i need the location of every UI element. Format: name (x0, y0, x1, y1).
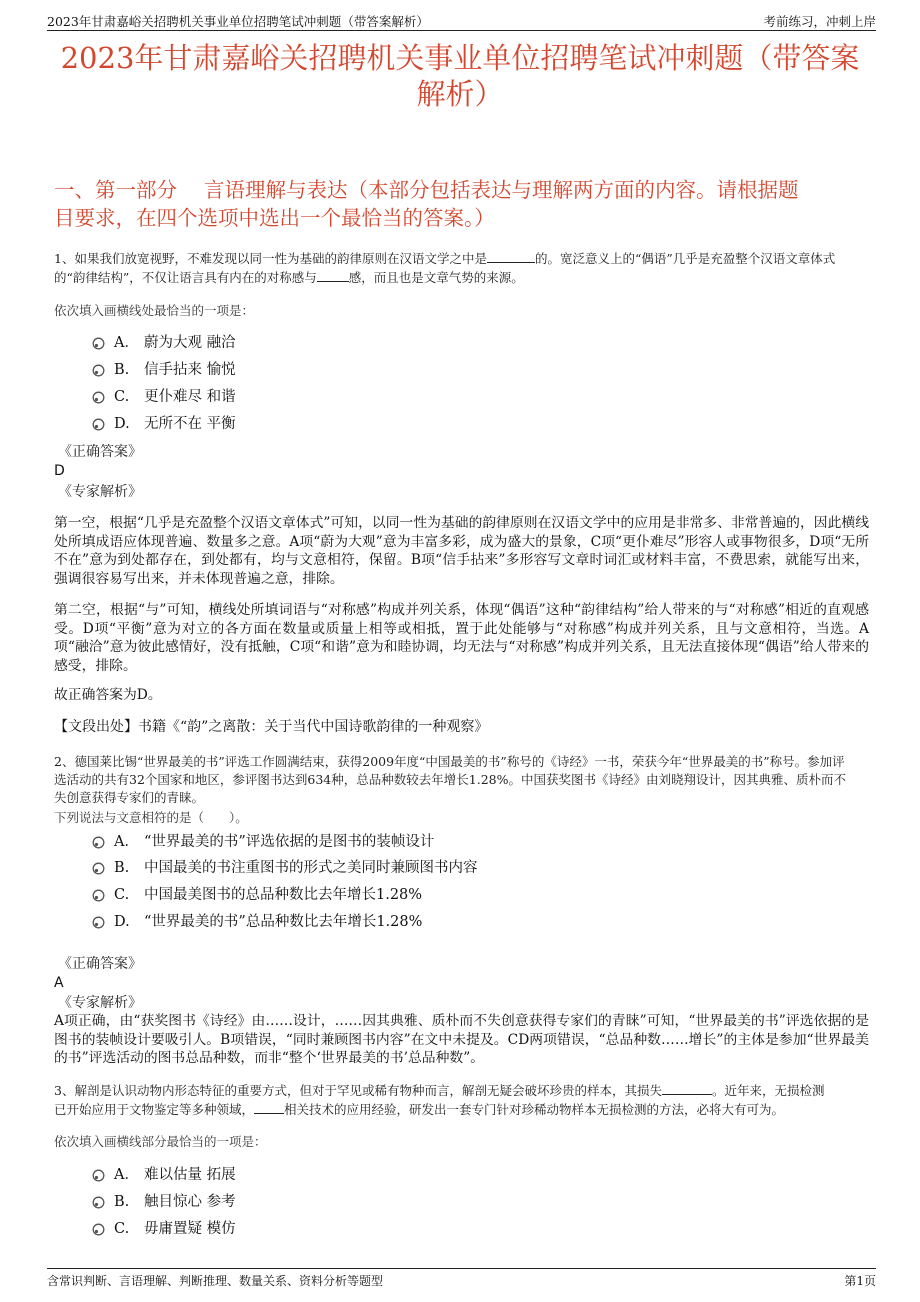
question-2-stem (54, 753, 869, 807)
question-3-option-b[interactable] (92, 1192, 852, 1214)
option-letter: A． (114, 335, 139, 351)
correct-answer-label: 《正确答案》 (58, 444, 142, 460)
option-text: 无所不在 平衡 (144, 416, 236, 432)
question-2-stem-line: 2、德国莱比锡“世界最美的书”评选工作圆满结束，获得2009年度“中国最美的书”称号的《诗经》一书，荣获今年“世界最美的书”称号。参加评 (54, 754, 845, 769)
radio-button-icon[interactable] (92, 836, 105, 849)
question-3-stem-part: 3、解剖是认识动物内形态特征的重要方式，但对于罕见或稀有物种而言，解剖无疑会破坏珍贵的样本，其损失 (54, 1083, 662, 1098)
radio-button-icon[interactable] (92, 391, 105, 404)
radio-button-icon[interactable] (92, 1223, 105, 1236)
analysis-paragraph: A项正确，由“获奖图书《诗经》由……设计，……因其典雅、质朴而不失创意获得专家们的青睐”可知，“世界最美的书”评选依据的是图书的装帧设计要吸引人。B项错误，“同时兼顾图书内容”在文中未提及。CD两项错误，“总品种数……增长”的主体是参加“世界最美的书”评选活动的图书总品种数，而非“整个‘世界最美的书’总品种数”。 (54, 1013, 869, 1066)
option-text: “世界最美的书”评选依据的是图书的装帧设计 (144, 834, 435, 850)
expert-analysis-label: 《专家解析》 (58, 995, 142, 1011)
question-1-stem (54, 249, 869, 287)
question-2-option-b[interactable] (92, 858, 852, 880)
analysis-paragraph: 第一空，根据“几乎是充盈整个汉语文章体式”可知，以同一性为基础的韵律原则在汉语文学中的应用是非常多、非常普遍的，因此横线处所填成语应体现普遍、数量多之意。A项“蔚为大观”意为丰富多彩，成为盛大的景象，C项“更仆难尽”形容人或事物很多，D项“无所不在”意为到处都存在，到处都有，均与文意相符，保留。B项“信手拈来”多形容写文章时词汇或材料丰富，不费思索，就能写出来，强调很容易写出来，并未体现普遍之意，排除。 (54, 515, 869, 587)
option-letter: C. (114, 1221, 130, 1237)
option-text: 蔚为大观 融洽 (144, 335, 236, 351)
question-1-option-d[interactable] (92, 414, 852, 436)
question-2-prompt: 下列说法与文意相符的是（ ）。 (54, 810, 248, 825)
document-title (40, 40, 880, 112)
question-1-stem-part: 1、如果我们放宽视野，不难发现以同一性为基础的韵律原则在汉语文学之中是 (54, 251, 487, 266)
section-heading (54, 176, 869, 232)
header-slogan: 考前练习，冲刺上岸 (763, 14, 876, 29)
question-1-stem-part: 的。宽泛意义上的“偶语”几乎是充盈整个汉语文章体式 (534, 251, 836, 266)
analysis-conclusion: 故正确答案为D。 (54, 687, 162, 703)
option-letter: A． (114, 834, 139, 850)
question-3-stem-part: 相关技术的应用经验，研发出一套专门针对珍稀动物样本无损检测的方法，必将大有可为。 (284, 1102, 785, 1117)
option-text: 触目惊心 参考 (144, 1194, 236, 1210)
radio-button-icon[interactable] (92, 916, 105, 929)
section-heading-line-1: 一、第一部分 言语理解与表达（本部分包括表达与理解两方面的内容。请根据题 (54, 178, 799, 202)
question-3-option-a[interactable] (92, 1165, 852, 1187)
section-heading-line-2: 目要求，在四个选项中选出一个最恰当的答案。） (54, 206, 495, 230)
page-number: 第1页 (844, 1274, 876, 1288)
radio-button-icon[interactable] (92, 1196, 105, 1209)
correct-answer: D (54, 463, 65, 479)
question-2-option-d[interactable] (92, 912, 852, 934)
question-1-option-a[interactable] (92, 333, 852, 355)
question-3-stem-part: 。近年来，无损检测 (711, 1083, 825, 1098)
question-2-stem-line: 失创意获得专家们的青睐。 (54, 790, 205, 805)
option-text: 中国最美的书注重图书的形式之美同时兼顾图书内容 (144, 860, 478, 876)
radio-button-icon[interactable] (92, 1169, 105, 1182)
option-text: 更仆难尽 和谐 (144, 389, 236, 405)
question-3-stem (54, 1081, 869, 1119)
expert-analysis-label: 《专家解析》 (58, 484, 142, 500)
option-letter: B. (114, 362, 130, 378)
question-1-stem-part: 的“韵律结构”，不仅让语言具有内在的对称感与 (54, 270, 317, 285)
correct-answer-label: 《正确答案》 (58, 956, 142, 972)
question-1-prompt: 依次填入画横线处最恰当的一项是： (54, 303, 255, 318)
radio-button-icon[interactable] (92, 364, 105, 377)
radio-button-icon[interactable] (92, 337, 105, 350)
option-letter: B. (114, 860, 130, 876)
page-footer (47, 1268, 876, 1289)
option-letter: A． (114, 1167, 139, 1183)
option-letter: D. (114, 416, 130, 432)
fill-blank (487, 249, 535, 263)
question-3-prompt: 依次填入画横线部分最恰当的一项是： (54, 1134, 267, 1149)
option-text: “世界最美的书”总品种数比去年增长1.28% (144, 914, 423, 930)
radio-button-icon[interactable] (92, 862, 105, 875)
question-1-stem-part: 感，而且也是文章气势的来源。 (348, 270, 524, 285)
question-1-option-b[interactable] (92, 360, 852, 382)
question-1-option-c[interactable] (92, 387, 852, 409)
document-title-line-1: 2023年甘肃嘉峪关招聘机关事业单位招聘笔试冲刺题（带答案 (60, 41, 860, 75)
question-2-option-c[interactable] (92, 885, 852, 907)
correct-answer: A (54, 975, 64, 991)
question-3-option-c[interactable] (92, 1219, 852, 1241)
option-text: 中国最美图书的总品种数比去年增长1.28% (144, 887, 423, 903)
footer-description: 含常识判断、言语理解、判断推理、数量关系、资料分析等题型 (47, 1274, 384, 1288)
page-header (47, 10, 876, 31)
header-document-title: 2023年甘肃嘉峪关招聘机关事业单位招聘笔试冲刺题（带答案解析） (47, 14, 429, 29)
question-2-option-a[interactable] (92, 832, 852, 854)
document-title-line-2: 解析） (416, 77, 504, 111)
option-letter: B. (114, 1194, 130, 1210)
option-letter: D. (114, 914, 130, 930)
option-text: 难以估量 拓展 (144, 1167, 236, 1183)
option-letter: C. (114, 389, 130, 405)
option-letter: C. (114, 887, 130, 903)
radio-button-icon[interactable] (92, 889, 105, 902)
fill-blank (317, 268, 349, 282)
fill-blank (254, 1100, 284, 1114)
option-text: 毋庸置疑 模仿 (144, 1221, 236, 1237)
question-2-stem-line: 选活动的共有32个国家和地区，参评图书达到634种，总品种数较去年增长1.28%。中国获奖图书《诗经》由刘晓翔设计，因其典雅、质朴而不 (54, 772, 846, 787)
question-3-stem-part: 已开始应用于文物鉴定等多种领域， (54, 1102, 255, 1117)
passage-source: 【文段出处】书籍《“韵”之离散：关于当代中国诗歌韵律的一种观察》 (54, 719, 489, 735)
analysis-paragraph: 第二空，根据“与”可知，横线处所填词语与“对称感”构成并列关系，体现“偶语”这种“韵律结构”给人带来的与“对称感”相近的直观感受。D项“平衡”意为对立的各方面在数量或质量上相等或相抵，置于此处能够与“对称感”构成并列关系，且与文意相符，当选。A项“融洽”意为彼此感情好，没有抵触，C项“和谐”意为和睦协调，均无法与“对称感”构成并列关系，且无法直接体现“偶语”给人带来的感受，排除。 (54, 602, 869, 674)
fill-blank (662, 1081, 712, 1095)
option-text: 信手拈来 愉悦 (144, 362, 236, 378)
radio-button-icon[interactable] (92, 418, 105, 431)
